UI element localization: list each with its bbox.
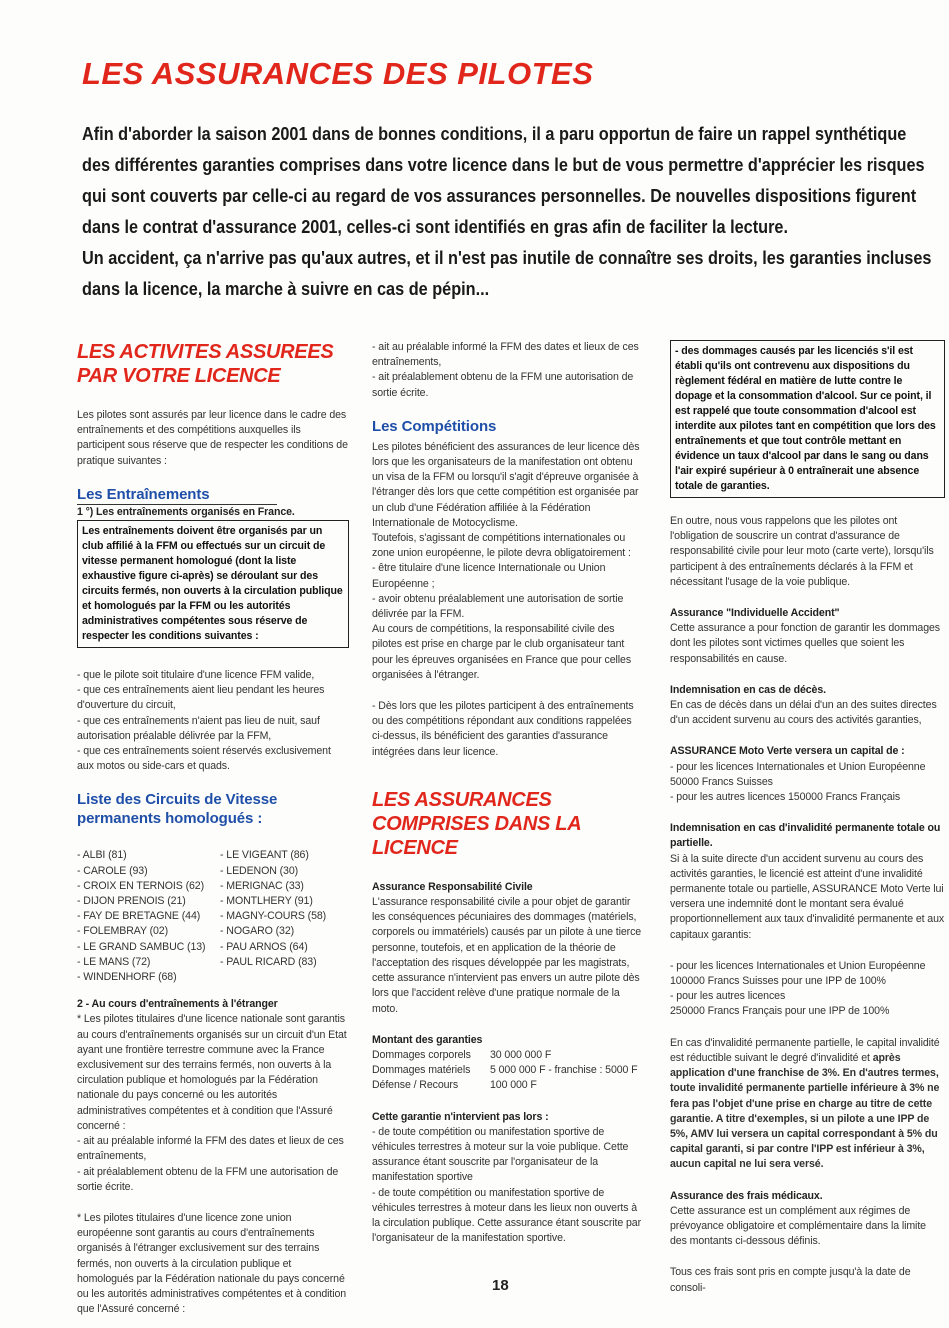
- carte-verte-paragraph: En outre, nous vous rappelons que les pilotes ont l'obligation de souscrire un contrat d'assurance de responsabilité civile pour leur moto (carte verte), lorsqu'ils participent à des entraînements déclarés à la FFM et nécessitant l'usage de la voie publique.: [670, 515, 934, 588]
- list-item: - PAUL RICARD (83): [220, 955, 317, 968]
- list-item: - WINDENHORF (68): [77, 971, 177, 984]
- boxed-dopage-alcool: - des dommages causés par les licenciés s'il est établi qu'ils ont contrevenu aux dispositions du règlement fédéral en matière de lutte contre le dopage et la consommation d'alcool. Sur ce point, il est rappelé que toute consommation d'alcool est interdite aux pilotes tant en compétition que lors des entraînements et que tout contrôle mettant en évidence un taux d'alcool par dans le sang ou dans l'air expiré supérieur à 0 entraînerait une absence totale de garanties.: [670, 340, 945, 498]
- list-item: - ALBI (81): [77, 849, 127, 862]
- invalidite-line-3: 250000 Francs Français pour une IPP de 100%: [670, 1005, 890, 1018]
- invalidite-title: Indemnisation en cas d'invalidité permanente totale ou partielle.: [670, 822, 941, 850]
- intro-paragraph-1: Afin d'aborder la saison 2001 dans de bonnes conditions, il a paru opportun de faire un rappel synthétique des différentes garanties comprises dans votre licence dans le but de vous permettre d'apprécier les risques qui sont couverts par celle-ci au regard de vos assurances personnelles. De nouvelles dispositions figurent dans le contrat d'assurance 2001, celles-ci sont identifiés en gras afin de faciliter la lecture.: [82, 123, 925, 237]
- section-title-assurances: LES ASSURANCES COMPRISES DANS LA LICENCE: [372, 788, 581, 859]
- column-3: [670, 340, 945, 1296]
- france-title: 1 °) Les entraînements organisés en France.: [77, 505, 295, 518]
- last-paragraph: Tous ces frais sont pris en compte jusqu'à la date de consoli-: [670, 1266, 911, 1294]
- invalidite-partielle-paragraph: [670, 1036, 945, 1173]
- etranger-line-1: - ait au préalable informé la FFM des dates et lieux de ces entraînements,: [77, 1135, 344, 1163]
- competitions-paragraph-2: Toutefois, s'agissant de compétitions internationales ou zone union européenne, le pilote devra obligatoirement :: [372, 532, 631, 560]
- amv-title: ASSURANCE Moto Verte versera un capital de :: [670, 745, 905, 758]
- garantie-value: 30 000 000 F: [490, 1048, 552, 1061]
- competitions-paragraph-3: Au cours de compétitions, la responsabilité civile des pilotes est prise en charge par le club organisateur tant pour les épreuves organisées en France que pour celles organisées à l'étranger.: [372, 623, 632, 681]
- rc-title: Assurance Responsabilité Civile: [372, 880, 533, 893]
- col2-line-2: - ait préalablement obtenu de la FFM une autorisation de sortie écrite.: [372, 371, 634, 399]
- invalidite-paragraph: Si à la suite directe d'un accident survenu au cours des activités garanties, le licencié est atteint d'une invalidité permanente totale ou partielle, ASSURANCE Moto Verte lui versera une indemnité dont le montant sera évalué proportionnellement aux taux d'invalidité permanente et aux capitaux garantis:: [670, 852, 945, 941]
- circuits-list-right: [220, 848, 326, 985]
- condition-2: - que ces entraînements aient lieu pendant les heures d'ouverture du circuit,: [77, 684, 325, 712]
- list-item: - LE GRAND SAMBUC (13): [77, 940, 206, 953]
- competitions-line-1: - être titulaire d'une licence Internationale ou Union Européenne ;: [372, 562, 606, 590]
- condition-1: - que le pilote soit titulaire d'une licence FFM valide,: [77, 669, 315, 682]
- list-item: - FOLEMBRAY (02): [77, 925, 169, 938]
- invalidite-partielle-bold: après application d'une franchise de 3%. En d'autres termes, toute invalidité permanente partielle inférieure à 3% ne fera pas l'objet d'une prise en charge au titre de cette garantie. A titre d'exemples, si un pilote a une IPP de 5%, AMV lui versera un capital correspondant à 5% du capital garanti, si par contre l'IPP est inférieur à 3%, aucun capital ne lui sera versé.: [670, 1051, 940, 1171]
- circuits-list: [77, 848, 349, 985]
- column-2: [372, 340, 645, 1246]
- list-item: - CAROLE (93): [77, 864, 148, 877]
- circuits-list-left: [77, 848, 220, 985]
- list-item: - DIJON PRENOIS (21): [77, 895, 186, 908]
- invalidite-partielle-text: En cas d'invalidité permanente partielle, le capital invalidité est réductible suivant le degré d'invalidité et: [670, 1036, 940, 1064]
- exclusion-line-2: - de toute compétition ou manifestation sportive de véhicules terrestres à moteur dans les lieux non ouverts à la circulation publique. Cette assurance étant souscrite par l'organisateur de la manifestation sportive.: [372, 1186, 642, 1245]
- exclusion-line-1: - de toute compétition ou manifestation sportive de véhicules terrestres à moteur sur la voie publique. Cette assurance étant souscrite par l'organisateur de la manifestation sportive: [372, 1125, 629, 1184]
- list-item: - LE VIGEANT (86): [220, 849, 309, 862]
- invalidite-line-1: - pour les licences Internationales et Union Européenne 100000 Francs Suisses pour une IPP de 100%: [670, 959, 926, 988]
- table-row: [372, 1078, 645, 1093]
- list-item: - CROIX EN TERNOIS (62): [77, 879, 205, 892]
- subtitle-competitions: Les Compétitions: [372, 417, 497, 435]
- garantie-label: Dommages corporels: [372, 1048, 471, 1061]
- section-title-activites: LES ACTIVITES ASSUREES PAR VOTRE LICENCE: [77, 341, 334, 387]
- etranger-paragraph-2: * Les pilotes titulaires d'une licence zone union européenne sont garantis au cours d'entraînements organisés à l'étranger exclusivement sur des terrains fermés, non ouverts à la circulation publique et homologués par la Fédération nationale du pays concerné ou les autorités administratives compétentes et à condition que l'Assuré concerné :: [77, 1211, 347, 1316]
- list-item: - MAGNY-COURS (58): [220, 910, 327, 923]
- table-row: [372, 1063, 645, 1078]
- deces-paragraph: En cas de décès dans un délai d'un an des suites directes d'un accident survenu au cours des activités garanties,: [670, 699, 937, 727]
- list-item: - LEDENON (30): [220, 864, 299, 877]
- intro-paragraph-2: Un accident, ça n'arrive pas qu'aux autres, et il n'est pas inutile de connaître ses droits, les garanties incluses dans la licence, la marche à suivre en cas de pépin...: [82, 247, 932, 299]
- exclusion-title: Cette garantie n'intervient pas lors :: [372, 1110, 549, 1123]
- intro-text: [82, 118, 937, 304]
- page-title: LES ASSURANCES DES PILOTES: [82, 56, 594, 91]
- table-row: [372, 1048, 645, 1063]
- list-item: - FAY DE BRETAGNE (44): [77, 910, 201, 923]
- subtitle-entrainements: Les Entraînements: [77, 485, 210, 503]
- competitions-paragraph-1: Les pilotes bénéficient des assurances de leur licence dès lors que les organisateurs de la manifestation ont obtenu un visa de la FFM ou lorsqu'il s'agit d'épreuve organisée à l'étranger dès lors que cette compétition est organisée par un club d'une Fédération affiliée à la Fédération Internationale de Motocyclisme.: [372, 440, 640, 529]
- ia-paragraph: Cette assurance a pour fonction de garantir les dommages dont les pilotes sont victimes quelles que soient les responsabilités en cause.: [670, 622, 940, 665]
- col2-line-1: - ait au préalable informé la FFM des dates et lieux de ces entraînements,: [372, 341, 639, 369]
- condition-4: - que ces entraînements soient réservés exclusivement aux motos ou side-cars et quads.: [77, 745, 331, 773]
- competitions-line-2: - avoir obtenu préalablement une autorisation de sortie délivrée par la FFM.: [372, 592, 624, 621]
- list-item: - MERIGNAC (33): [220, 879, 304, 892]
- column-1: [77, 340, 349, 1317]
- list-item: - MONTLHERY (91): [220, 895, 313, 908]
- competitions-paragraph-4: - Dès lors que les pilotes participent à des entraînements ou des compétitions répondant aux conditions rappelées ci-dessus, ils bénéficient des garanties d'assurance intégrées dans leur licence.: [372, 700, 634, 758]
- rc-paragraph: L'assurance responsabilité civile a pour objet de garantir les conséquences pécuniaires des dommages (matériels, corporels ou immatériels) causés par un pilote à une tierce personne, toutefois, et en application de la théorie de l'acceptation des risques développée par les magistrats, cette assurance n'intervient pas envers un autre pilote dès lors que l'accident relève d'une pratique normale de la moto.: [372, 896, 642, 1015]
- list-item: - NOGARO (32): [220, 925, 295, 938]
- subtitle-circuits: Liste des Circuits de Vitesse permanents homologués :: [77, 791, 278, 828]
- garantie-value: 100 000 F: [490, 1079, 537, 1092]
- list-item: - PAU ARNOS (64): [220, 940, 308, 953]
- etranger-paragraph-1: * Les pilotes titulaires d'une licence nationale sont garantis au cours d'entraînements organisés sur un circuit d'un Etat ayant une frontière terrestre commune avec la France exclusivement sur des terrains fermés, non ouverts à la circulation publique et homologués par la Fédération nationale du pays concerné ou les autorités administratives compétentes et à condition que l'Assuré concerné :: [77, 1013, 347, 1132]
- montant-title: Montant des garanties: [372, 1033, 483, 1046]
- garantie-label: Dommages matériels: [372, 1064, 471, 1077]
- amv-line-1: - pour les licences Internationales et Union Européenne 50000 Francs Suisses: [670, 760, 926, 788]
- ia-title: Assurance "Individuelle Accident": [670, 607, 840, 620]
- page-number: 18: [492, 1277, 509, 1294]
- garantie-value: 5 000 000 F - franchise : 5000 F: [490, 1064, 638, 1077]
- boxed-entrainements-conditions: Les entraînements doivent être organisés par un club affilié à la FFM ou effectués sur un circuit de vitesse permanent homologué (dont la liste exhaustive figure ci-après) se déroulant sur des circuits fermés, non ouverts à la circulation publique et homologués par la FFM ou les autorités administratives compétentes sous réserve de respecter les conditions suivantes :: [77, 520, 349, 648]
- condition-3: - que ces entraînements n'aient pas lieu de nuit, sauf autorisation préalable délivrée par la FFM,: [77, 714, 320, 742]
- deces-title: Indemnisation en cas de décès.: [670, 683, 826, 696]
- frais-medicaux-paragraph: Cette assurance est un complément aux régimes de prévoyance obligatoire et complémentaire dans la limite des montants ci-dessous définis.: [670, 1204, 926, 1248]
- amv-line-2: - pour les autres licences 150000 Francs Français: [670, 791, 901, 804]
- etranger-title: 2 - Au cours d'entraînements à l'étranger: [77, 998, 278, 1011]
- garantie-label: Défense / Recours: [372, 1079, 459, 1092]
- frais-medicaux-title: Assurance des frais médicaux.: [670, 1189, 823, 1202]
- garanties-table: [372, 1048, 645, 1094]
- etranger-line-2: - ait préalablement obtenu de la FFM une autorisation de sortie écrite.: [77, 1165, 339, 1193]
- list-item: - LE MANS (72): [77, 955, 151, 968]
- paragraph-activites: Les pilotes sont assurés par leur licence dans le cadre des entraînements et des compétitions auxquelles ils participent sous réserve que de respecter les conditions de pratique suivantes :: [77, 409, 348, 467]
- invalidite-line-2: - pour les autres licences: [670, 990, 786, 1003]
